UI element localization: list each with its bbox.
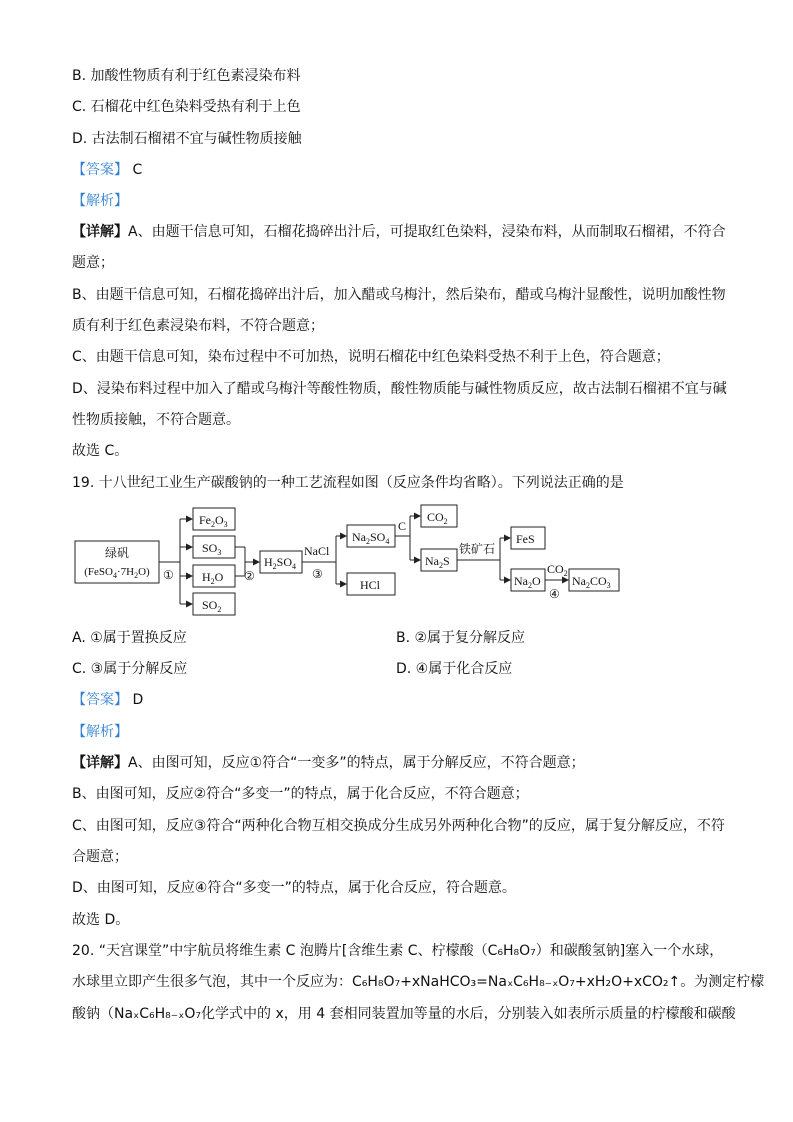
detail-text: A、由图可知，反应①符合“一变多”的特点，属于分解反应，不符合题意； (128, 755, 585, 771)
q19-analysis-tag: 【解析】 (72, 724, 128, 740)
q20-line-1: 20. “天宫课堂”中宇航员将维生素 C 泡腾片[含维生素 C、柠檬酸（C₆H₈O₇）和碳酸氢钠]塞入一个水球， (72, 943, 724, 959)
fe2o3-text: $Fe_2O_3$ (199, 513, 228, 529)
na2o-text: $Na_2O$ (514, 574, 541, 590)
h2o-text: $H_2O$ (202, 570, 224, 586)
process-flow-diagram (0, 500, 793, 620)
q18-option-d: D. 古法制石榴裙不宜与碱性物质接触 (72, 131, 302, 147)
q18-detail-a2: 题意； (72, 255, 114, 271)
q18-detail-a (72, 222, 726, 242)
answer-value: C (132, 162, 143, 178)
q19-detail-a (72, 753, 585, 773)
reaction-3-label: ③ (312, 567, 323, 581)
co2-box-text: $CO_2$ (427, 510, 448, 526)
q20-line-2: 水球里立即产生很多气泡，其中一个反应为：C₆H₈O₇+xNaHCO₃=NaₓC₆H₈₋ₓO₇+xH₂O+xCO₂↑。为测定柠檬 (72, 974, 765, 990)
q19-detail-c1: C、由图可知，反应③符合“两种化合物互相交换成分生成另外两种化合物”的反应，属于复分解反应，不符 (72, 818, 725, 834)
q18-detail-d1: D、浸染布料过程中加入了醋或乌梅汁等酸性物质，酸性物质能与碱性物质反应，故古法制石榴裙不宜与碱 (72, 381, 727, 397)
q18-option-c: C. 石榴花中红色染料受热有利于上色 (72, 99, 301, 115)
q19-detail-d: D、由图可知，反应④符合“多变一”的特点，属于化合反应，符合题意。 (72, 880, 516, 896)
q18-conclusion: 故选 C。 (72, 443, 129, 459)
q19-detail-c2: 合题意； (72, 849, 128, 865)
q18-answer (72, 160, 142, 180)
h2so4-text: $H_2SO_4$ (264, 555, 297, 571)
detail-text: A、由题干信息可知，石榴花捣碎出汁后，可提取红色染料，浸染布料，从而制取石榴裙，不符合 (128, 224, 726, 240)
q19-stem: 19. 十八世纪工业生产碳酸钠的一种工艺流程如图（反应条件均省略）。下列说法正确的是 (72, 475, 624, 491)
na2s-text: $Na_2S$ (425, 554, 450, 570)
q19-option-c: C. ③属于分解反应 (72, 661, 188, 677)
start-formula: $(FeSO_4\cdot 7H_2O)$ (84, 566, 150, 580)
q18-analysis-tag: 【解析】 (72, 193, 128, 209)
start-label: 绿矾 (104, 546, 130, 560)
q18-detail-b1: B、由题干信息可知，石榴花捣碎出汁后，加入醋或乌梅汁，然后染布，醋或乌梅汁显酸性，说明加酸性物 (72, 287, 726, 303)
q20-line-3: 酸钠（NaₓC₆H₈₋ₓO₇化学式中的 x，用 4 套相同装置加等量的水后，分别装入如表所示质量的柠檬酸和碳酸 (72, 1006, 736, 1022)
q19-detail-b: B、由图可知，反应②符合“多变一”的特点，属于化合反应，不符合题意； (72, 786, 529, 802)
reaction-2-label: ② (244, 569, 255, 583)
carbon-label: C (398, 519, 407, 533)
q19-option-d: D. ④属于化合反应 (396, 661, 513, 677)
iron-ore-label: 铁矿石 (459, 542, 496, 556)
detail-tag: 【详解】 (72, 755, 128, 771)
na2so4-text: $Na_2SO_4$ (352, 530, 390, 546)
co2-arrow-label: $CO_2$ (547, 562, 568, 578)
nacl-label: NaCl (304, 544, 330, 558)
na2co3-text: $Na_2CO_3$ (572, 574, 611, 590)
answer-tag: 【答案】 (72, 692, 128, 708)
q19-option-a: A. ①属于置换反应 (72, 630, 187, 646)
answer-value: D (132, 692, 144, 708)
so3-text: $SO_3$ (202, 541, 222, 557)
answer-tag: 【答案】 (72, 162, 128, 178)
q19-answer (72, 690, 143, 710)
q19-option-b: B. ②属于复分解反应 (396, 630, 526, 646)
so2-text: $SO_2$ (202, 598, 222, 614)
hcl-text: HCl (360, 578, 381, 592)
q18-option-b: B. 加酸性物质有利于红色素浸染布料 (72, 68, 301, 84)
fes-text: FeS (516, 532, 535, 546)
reaction-4-label: ④ (549, 587, 560, 601)
q18-detail-b2: 质有利于红色素浸染布料，不符合题意； (72, 318, 324, 334)
q18-detail-c: C、由题干信息可知，染布过程中不可加热，说明石榴花中红色染料受热不利于上色，符合题意； (72, 349, 670, 365)
detail-tag: 【详解】 (72, 224, 128, 240)
q18-detail-d2: 性物质接触，不符合题意。 (72, 412, 240, 428)
q19-conclusion: 故选 D。 (72, 912, 130, 928)
reaction-1-label: ① (163, 568, 174, 582)
